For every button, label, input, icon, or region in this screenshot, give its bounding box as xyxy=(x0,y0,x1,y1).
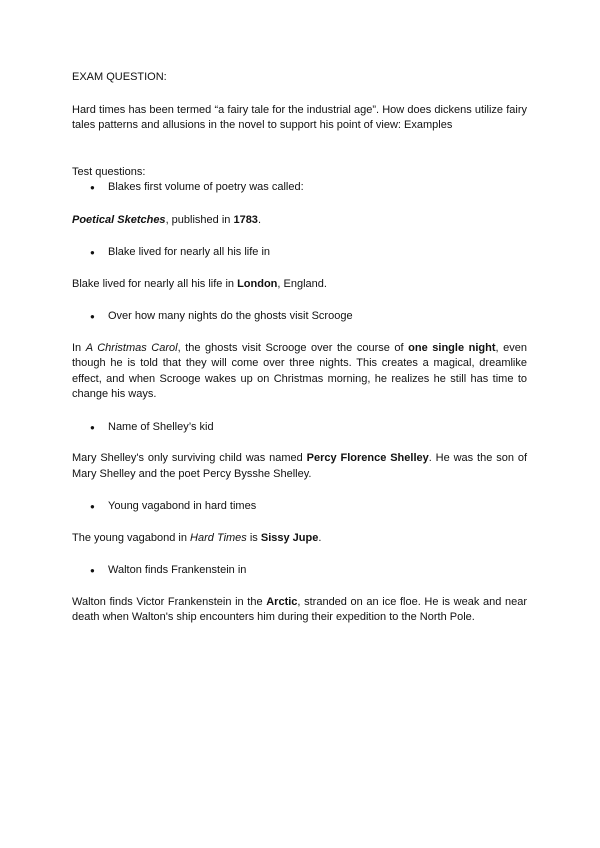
answer-text: Mary Shelley's only surviving child was named xyxy=(72,452,307,464)
answer-paragraph xyxy=(72,277,527,293)
bullet-icon: ● xyxy=(90,566,95,575)
answer-highlight: Sissy Jupe xyxy=(260,531,319,544)
answer-text: , stranded on an ice floe. He is weak and near death when Walton's ship encounters him during their expedition to the North Pole. xyxy=(72,595,527,623)
answer-text: , published in xyxy=(165,213,234,226)
answer-text: , England. xyxy=(277,277,327,290)
answer-text: Blake lived for nearly all his life in xyxy=(72,277,238,290)
answer-highlight: Arctic xyxy=(266,595,298,608)
answer-title: Poetical Sketches xyxy=(72,213,166,226)
bullet-icon: ● xyxy=(90,422,95,432)
question-text: Blake lived for nearly all his life in xyxy=(108,246,271,258)
question-text: Walton finds Frankenstein in xyxy=(108,564,247,576)
question-text: Blakes first volume of poetry was called: xyxy=(108,181,304,193)
question-list xyxy=(72,309,527,325)
bullet-icon: ● xyxy=(90,312,95,321)
question-list xyxy=(72,499,527,515)
question-list xyxy=(72,245,527,261)
question-item xyxy=(72,309,527,325)
question-item xyxy=(72,420,527,436)
answer-text: is xyxy=(246,531,261,544)
question-text: Over how many nights do the ghosts visit Scrooge xyxy=(108,310,353,322)
question-item xyxy=(72,563,527,579)
bullet-icon: ● xyxy=(90,502,95,511)
answer-title: A Christmas Carol xyxy=(85,341,178,354)
answer-year: 1783 xyxy=(233,213,258,226)
test-heading: Test questions: xyxy=(72,165,146,178)
answer-text: , even though he is told that they will come over three nights. This creates a magical, dreamlike effect, and when Scrooge wakes up on Christmas morning, he realizes he still has time to change his ways. xyxy=(72,341,527,400)
answer-paragraph xyxy=(72,595,527,626)
answer-paragraph xyxy=(72,341,527,403)
exam-question: Hard times has been termed “a fairy tale for the industrial age”. How does dickens utilize fairy tales patterns and allusions in the novel to support his point of view: Examples xyxy=(72,103,527,131)
answer-text: . xyxy=(318,531,322,544)
answer-title: Hard Times xyxy=(190,531,247,544)
question-item xyxy=(72,499,527,515)
question-item xyxy=(72,180,527,196)
answer-text: Walton finds Victor Frankenstein in the xyxy=(72,595,267,608)
answer-highlight: one single night xyxy=(408,341,496,354)
answer-highlight: Percy Florence Shelley xyxy=(306,452,429,464)
document-body xyxy=(72,70,527,643)
question-text: Name of Shelley’s kid xyxy=(108,420,214,433)
bullet-icon: ● xyxy=(90,183,95,192)
answer-text: The young vagabond in xyxy=(72,531,191,544)
question-list xyxy=(72,180,527,196)
answer-paragraph xyxy=(72,531,527,547)
answer-highlight: London xyxy=(237,277,278,290)
answer-text: . xyxy=(257,213,261,226)
answer-paragraph xyxy=(72,451,527,482)
bullet-icon: ● xyxy=(90,248,95,257)
answer-text: . He was the son of Mary Shelley and the poet Percy Bysshe Shelley. xyxy=(72,452,528,480)
question-list xyxy=(72,420,527,436)
question-list xyxy=(72,563,527,579)
answer-text: In xyxy=(72,341,86,354)
question-text: Young vagabond in hard times xyxy=(108,500,257,512)
exam-heading: EXAM QUESTION: xyxy=(72,71,167,83)
question-item xyxy=(72,245,527,261)
answer-paragraph xyxy=(72,213,527,229)
answer-text: , the ghosts visit Scrooge over the course of xyxy=(177,341,409,354)
